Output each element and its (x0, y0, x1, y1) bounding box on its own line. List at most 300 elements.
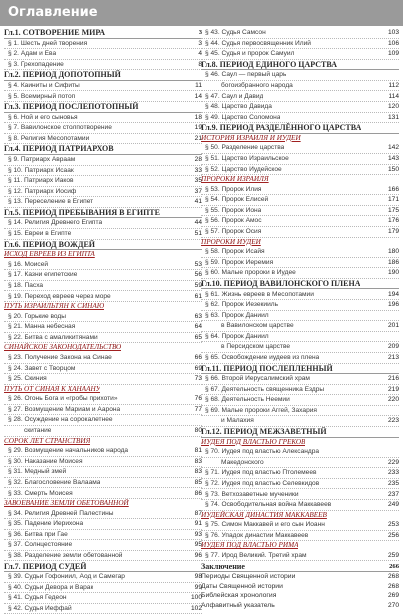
toc-page-number: 69 (194, 364, 202, 372)
toc-entry-title: § 45. Судья и пророк Самуил (205, 50, 295, 58)
toc-entry (4, 604, 202, 614)
toc-entry-title: § 27. Возмущение Мариам и Аарона (8, 405, 121, 413)
toc-entry-title: СИНАЙСКОЕ ЗАКОНОДАТЕЛЬСТВО (4, 343, 122, 352)
toc-page-number: 143 (387, 155, 399, 163)
toc-section-heading (201, 511, 399, 521)
toc-entry-title: § 14. Религия Древнего Египта (8, 219, 103, 227)
toc-entry (201, 551, 399, 562)
toc-entry-title: § 12. Патриарх Иосиф (8, 187, 77, 195)
toc-entry-title: § 2. Адам и Ева (8, 50, 57, 58)
toc-page-number: 11 (195, 81, 202, 89)
toc-entry (4, 593, 202, 604)
toc-page-number: 65 (194, 333, 202, 341)
toc-chapter-heading (4, 28, 202, 39)
toc-entry (4, 551, 202, 562)
toc-entry-title: Гл.12. ПЕРИОД МЕЖЗАВЕТНЫЙ (201, 427, 327, 437)
toc-entry (201, 489, 399, 500)
toc-entry (4, 488, 202, 499)
toc-entry-title: Гл.8. ПЕРИОД ЕДИНОГО ЦАРСТВА (201, 59, 337, 69)
toc-left-column (4, 28, 202, 614)
toc-entry-title: § 29. Возмущение начальников народа (8, 447, 129, 455)
toc-page-number: 142 (387, 144, 399, 152)
toc-entry (201, 102, 399, 113)
toc-page-number: 3 (198, 39, 202, 47)
toc-page-number: 66 (194, 354, 202, 361)
toc-page-number: 53 (194, 260, 202, 268)
toc-page-number: 237 (387, 490, 399, 498)
toc-entry (4, 166, 202, 177)
toc-entry (4, 312, 202, 323)
toc-entry-title: § 32. Благословение Валаама (8, 478, 101, 486)
toc-appendix-entry (201, 591, 399, 601)
toc-entry-title: § 47. Саул и Давид (205, 92, 264, 100)
toc-entry-title: § 46. Саул — первый царь (205, 71, 287, 79)
toc-entry (201, 206, 399, 217)
toc-entry-title: § 7. Вавилонское столпотворение (8, 124, 112, 132)
toc-entry-title: Македонского (221, 458, 264, 466)
toc-entry-title: § 67. Деятельность священника Ездры (205, 385, 325, 393)
toc-page-number: 83 (194, 468, 202, 476)
toc-entry-title: § 24. Завет с Творцом (8, 364, 76, 372)
toc-entry-title: ИУДЕЙСКАЯ ДИНАСТИЯ МАККАВЕЕВ (201, 510, 327, 519)
toc-entry-title: и Малахия (221, 417, 254, 425)
toc-entry (4, 270, 202, 281)
toc-entry-title: § 76. Упадок династии Маккавеев (205, 531, 309, 539)
toc-entry (4, 364, 202, 375)
toc-entry (201, 258, 399, 269)
toc-entry-title: § 41. Судья Гедеон (8, 594, 67, 602)
toc-entry-title: § 36. Битва при Гае (8, 530, 68, 538)
toc-entry (201, 311, 399, 322)
toc-page-number: 106 (387, 39, 399, 47)
toc-entry-title: § 18. Пасха (8, 281, 44, 289)
toc-entry-title: Гл.3. ПЕРИОД ПОСЛЕПОТОПНЫЙ (4, 102, 139, 112)
toc-entry (201, 289, 399, 300)
toc-entry (4, 509, 202, 520)
toc-section-heading (201, 175, 399, 185)
toc-page-number: 99 (194, 583, 202, 591)
toc-page-number: 35 (194, 177, 202, 185)
toc-page-number: 249 (387, 501, 399, 509)
toc-page-number: 98 (194, 573, 202, 581)
toc-entry-title: § 68. Деятельность Неемии (205, 396, 290, 404)
toc-page-number: 266 (389, 562, 399, 570)
toc-entry (201, 479, 399, 490)
toc-entry (201, 216, 399, 227)
toc-page-number: 19 (194, 124, 202, 132)
toc-entry-title: скитание (24, 427, 52, 435)
toc-entry-title: Заключение (201, 561, 245, 571)
toc-entry (4, 467, 202, 478)
toc-section-heading (201, 238, 399, 248)
toc-entry (201, 185, 399, 196)
toc-entry (4, 123, 202, 134)
toc-page-number: 77 (194, 405, 202, 413)
toc-entry-title: § 19. Переход евреев через море (8, 292, 111, 300)
toc-page-number: 37 (194, 187, 202, 195)
toc-entry-title: § 6. Ной и его сыновья (8, 113, 78, 121)
toc-entry-title: Гл.10. ПЕРИОД ВАВИЛОНСКОГО ПЛЕНА (201, 278, 361, 288)
toc-entry-title: Гл.11. ПЕРИОД ПОСЛЕПЛЕННЫЙ (201, 363, 333, 373)
toc-entry-title: ИСТОРИЯ ИЗРАИЛЯ И ИУДЕИ (201, 133, 301, 142)
toc-appendix-entry (201, 572, 399, 582)
toc-entry (4, 229, 202, 240)
toc-entry (201, 70, 399, 81)
toc-entry (4, 187, 202, 198)
toc-entry (4, 540, 202, 551)
toc-page-number: 150 (387, 165, 399, 173)
toc-entry (4, 519, 202, 530)
toc-page-number: 120 (387, 103, 399, 111)
toc-entry-title: Гл.7. ПЕРИОД СУДЕЙ (4, 561, 87, 571)
toc-page-number: 235 (387, 479, 399, 487)
toc-page-number: 268 (387, 573, 399, 581)
toc-entry (201, 447, 399, 458)
toc-entry (201, 300, 399, 311)
toc-page-number: 41 (194, 198, 202, 206)
toc-page-number: 112 (388, 81, 399, 89)
toc-entry-title: § 66. Второй Иерусалимский храм (205, 375, 310, 383)
toc-page-number: 259 (387, 551, 399, 559)
toc-page-number: 33 (194, 166, 202, 174)
toc-page-number: 253 (387, 521, 399, 529)
toc-entry (4, 457, 202, 468)
toc-page-number: 186 (387, 258, 399, 266)
toc-page-number: 21 (194, 134, 202, 142)
toc-chapter-heading (4, 102, 202, 113)
toc-page-number: 8 (198, 60, 202, 68)
toc-page-number: 175 (387, 206, 399, 214)
toc-entry-title: ПУТЬ ИЗРАИЛЬТЯН К СИНАЮ (4, 302, 105, 311)
toc-entry (4, 353, 202, 364)
toc-page-number: 269 (387, 592, 399, 600)
toc-entry-title: § 48. Царство Давида (205, 103, 272, 111)
toc-page-number: 171 (387, 196, 399, 204)
toc-section-heading (4, 499, 202, 509)
toc-page-number: 196 (387, 301, 399, 309)
toc-entry (4, 91, 202, 102)
toc-page-number: 131 (387, 113, 399, 121)
toc-entry-title: § 31. Медный змей (8, 468, 67, 476)
toc-entry (4, 415, 202, 426)
toc-entry (201, 468, 399, 479)
toc-entry (201, 374, 399, 385)
toc-entry (4, 322, 202, 333)
toc-entry-title: § 25. Скиния (8, 375, 47, 383)
toc-entry (201, 227, 399, 238)
toc-entry-title: § 55. Пророк Иона (205, 206, 262, 214)
toc-entry (201, 39, 399, 50)
toc-entry-title: § 59. Пророк Иеремия (205, 258, 274, 266)
toc-entry-title: § 22. Битва с амаликитянами (8, 333, 98, 341)
toc-page-number: 76 (194, 395, 202, 403)
toc-entry (201, 28, 399, 39)
toc-entry (201, 247, 399, 258)
toc-entry (4, 281, 202, 292)
toc-entry-title: § 62. Пророк Иезекииль (205, 301, 279, 309)
toc-page-number: 63 (194, 312, 202, 320)
toc-entry-title: § 17. Казни египетские (8, 271, 78, 279)
toc-entry (201, 531, 399, 542)
toc-entry (201, 500, 399, 511)
toc-entry (4, 291, 202, 302)
toc-entry-title: Гл.1. СОТВОРЕНИЕ МИРА (4, 28, 105, 38)
toc-entry-title: СОРОК ЛЕТ СТРАНСТВИЯ (4, 436, 91, 445)
toc-entry-title: § 8. Религия Месопотамии (8, 134, 90, 142)
toc-chapter-heading (201, 279, 399, 290)
toc-page-number: 166 (387, 185, 399, 193)
toc-chapter-heading (4, 208, 202, 219)
toc-page-number: 86 (194, 489, 202, 497)
toc-page-number: 80 (194, 427, 202, 435)
toc-page-number: 268 (387, 582, 399, 590)
toc-entry (4, 572, 202, 583)
toc-entry-title: § 64. Пророк Даниил (205, 332, 269, 340)
toc-page-number: 213 (387, 354, 399, 361)
toc-entry-title: § 34. Религия Древней Палестины (8, 509, 114, 517)
toc-entry (4, 113, 202, 124)
toc-entry-title: § 9. Патриарх Авраам (8, 156, 76, 164)
toc-entry-title: § 49. Царство Соломона (205, 113, 281, 121)
toc-section-heading (201, 134, 399, 144)
toc-entry (201, 332, 399, 343)
toc-entry (201, 268, 399, 279)
toc-entry-title: Гл.2. ПЕРИОД ДОПОТОПНЫЙ (4, 70, 121, 80)
toc-page-number: 216 (387, 375, 399, 383)
toc-entry (201, 395, 399, 406)
toc-page-number: 223 (387, 417, 399, 425)
toc-entry-title: в Персидском царстве (221, 343, 291, 351)
toc-entry (4, 81, 202, 92)
toc-page-number: 179 (387, 228, 399, 236)
toc-entry-title: § 35. Падение Иерихона (8, 520, 84, 528)
toc-chapter-heading (201, 561, 399, 572)
toc-entry (4, 446, 202, 457)
toc-page-number: 3 (198, 29, 202, 37)
toc-page-number: 51 (194, 230, 202, 238)
toc-entry (201, 342, 399, 353)
toc-page-number: 61 (194, 292, 202, 300)
toc-entry-title: § 73. Ветхозаветные мученики (205, 490, 299, 498)
toc-page-number: 209 (387, 343, 399, 351)
toc-chapter-heading (201, 60, 399, 71)
toc-entry-title: § 52. Царство Иудейское (205, 165, 282, 173)
toc-page-number: 83 (194, 457, 202, 465)
toc-entry-title: § 10. Патриарх Исаак (8, 166, 74, 174)
toc-section-heading (4, 343, 202, 353)
toc-entry-title: § 16. Моисей (8, 260, 49, 268)
toc-page-number: 233 (387, 469, 399, 477)
toc-page-number: 229 (387, 458, 399, 466)
toc-entry-title: § 1. Шесть дней творения (8, 39, 88, 47)
toc-page-number: 64 (194, 323, 202, 331)
toc-entry (4, 405, 202, 416)
toc-entry (4, 39, 202, 50)
toc-entry-title: ИУДЕЯ ПОД ВЛАСТЬЮ РИМА (201, 541, 299, 550)
toc-entry-title: § 58. Пророк Исайя (205, 248, 265, 256)
toc-entry-title: § 72. Иудея под властью Селевкидов (205, 479, 320, 487)
toc-entry-title: § 4. Каиниты и Сифиты (8, 81, 80, 89)
toc-chapter-heading (4, 240, 202, 251)
toc-entry (4, 260, 202, 271)
toc-entry (201, 91, 399, 102)
toc-entry-title: § 13. Переселение в Египет (8, 198, 94, 206)
toc-entry-title: § 21. Манна небесная (8, 323, 76, 331)
toc-entry-title: § 30. Наказание Моисея (8, 457, 83, 465)
toc-entry (4, 394, 202, 405)
toc-entry (4, 60, 202, 71)
toc-page-number: 109 (387, 50, 399, 58)
toc-entry-title: § 26. Огонь Бога и «гробы прихоти» (8, 395, 118, 403)
toc-entry-title: § 3. Грехопадение (8, 60, 64, 68)
toc-entry-title: § 56. Пророк Амос (205, 217, 262, 225)
toc-entry-title: Гл.5. ПЕРИОД ПРЕБЫВАНИЯ В ЕГИПТЕ (4, 207, 160, 217)
toc-entry-title: ЗАВОЕВАНИЕ ЗЕМЛИ ОБЕТОВАННОЙ (4, 499, 129, 508)
toc-appendix-entry (201, 582, 399, 592)
toc-entry-title: § 54. Пророк Елисей (205, 196, 269, 204)
toc-entry-title: § 23. Получение Закона на Синае (8, 354, 112, 361)
toc-page-number: 4 (198, 50, 202, 58)
toc-page-number: 18 (194, 113, 202, 121)
toc-entry-title: § 51. Царство Израильское (205, 155, 289, 163)
toc-entry (201, 520, 399, 531)
toc-entry-title: § 5. Всемирный потоп (8, 92, 76, 100)
toc-page-number: 100 (190, 594, 202, 602)
toc-page-number: 56 (194, 271, 202, 279)
toc-entry (4, 426, 202, 437)
toc-entry-title: Даты Священной истории (201, 582, 283, 590)
toc-entry (201, 406, 399, 417)
toc-entry-title: Алфавитный указатель (201, 601, 275, 609)
toc-entry-title: § 28. Осуждение на сорокалетнее (8, 416, 113, 424)
toc-entry-title: § 53. Пророк Илия (205, 185, 262, 193)
toc-entry (201, 81, 399, 92)
toc-page-number: 93 (194, 530, 202, 538)
toc-entry-title: § 69. Малые пророки Аггей, Захария (205, 406, 317, 414)
toc-entry-title: ПУТЬ ОТ СИНАЯ К ХАНААНУ (4, 384, 101, 393)
toc-entry-title: § 44. Судья первосвященник Илий (205, 39, 311, 47)
toc-page-number: 85 (194, 478, 202, 486)
toc-entry (4, 530, 202, 541)
toc-page-number: 91 (194, 520, 202, 528)
toc-entry-title: в Вавилонском царстве (221, 322, 294, 330)
toc-entry (4, 197, 202, 208)
toc-entry-title: § 43. Судья Самсон (205, 29, 266, 37)
toc-page-number: 114 (388, 92, 399, 100)
toc-section-heading (4, 385, 202, 395)
toc-entry-title: § 75. Симон Маккавей и его сын Иоанн (205, 521, 325, 529)
toc-entry-title: § 20. Горькие воды (8, 312, 67, 320)
toc-entry-title: ПРОРОКИ ИЗРАИЛЯ (201, 175, 269, 184)
toc-page-number: 59 (194, 281, 202, 289)
toc-entry-title: § 74. Освободительная война Маккавеев (205, 501, 332, 509)
toc-entry-title: § 50. Разделение царства (205, 144, 285, 152)
toc-page-number: 102 (190, 604, 202, 612)
toc-page-number: 201 (387, 322, 399, 330)
toc-page-number: 28 (194, 156, 202, 164)
toc-entry (201, 154, 399, 165)
toc-entry (201, 353, 399, 364)
toc-page-number: 103 (387, 29, 399, 37)
toc-entry-title: § 42. Судья Иеффай (8, 604, 72, 612)
toc-entry-title: § 65. Освобождение иудеев из плена (205, 354, 320, 361)
toc-chapter-heading (201, 123, 399, 134)
toc-entry (4, 583, 202, 594)
toc-page-number: 176 (387, 217, 399, 225)
toc-chapter-heading (4, 70, 202, 81)
toc-entry-title: § 57. Пророк Осия (205, 228, 262, 236)
toc-section-heading (4, 437, 202, 447)
toc-entry-title: § 11. Патриарх Иаков (8, 177, 74, 185)
toc-entry (201, 416, 399, 427)
toc-entry-title: Библейская хронология (201, 592, 277, 600)
toc-entry-title: Гл.9. ПЕРИОД РАЗДЕЛЁННОГО ЦАРСТВА (201, 123, 362, 133)
toc-entry (4, 333, 202, 344)
toc-entry (4, 49, 202, 60)
toc-chapter-heading (201, 364, 399, 375)
toc-entry (201, 165, 399, 176)
toc-entry-title: § 40. Судьи Девора и Варак (8, 583, 94, 591)
toc-appendix-entry (201, 601, 399, 611)
toc-page-number: 87 (194, 509, 202, 517)
toc-page-number: 256 (387, 531, 399, 539)
toc-entry-title: § 63. Пророк Даниил (205, 311, 269, 319)
toc-page-number: 44 (194, 219, 202, 227)
toc-chapter-heading (201, 427, 399, 438)
toc-entry (201, 49, 399, 60)
toc-entry (201, 143, 399, 154)
toc-entry (4, 176, 202, 187)
toc-entry-title: § 71. Иудея под властью Птолемеев (205, 469, 317, 477)
toc-entry (201, 385, 399, 396)
toc-entry (4, 374, 202, 385)
toc-entry (4, 218, 202, 229)
toc-entry-title: § 37. Солнцестояние (8, 541, 73, 549)
toc-page-number: 220 (387, 396, 399, 404)
toc-entry-title: § 38. Разделение земли обетованной (8, 551, 123, 559)
toc-entry-title: ПРОРОКИ ИУДЕИ (201, 237, 261, 246)
toc-entry (4, 134, 202, 145)
toc-section-heading (4, 250, 202, 260)
toc-entry-title: § 77. Ирод Великий. Третий храм (205, 551, 307, 559)
toc-page-number: 180 (387, 248, 399, 256)
toc-entry-title: Периоды Священной истории (201, 573, 296, 581)
toc-page-number: 219 (387, 385, 399, 393)
toc-entry-title: Гл.4. ПЕРИОД ПАТРИАРХОВ (4, 144, 114, 154)
toc-section-heading (4, 302, 202, 312)
toc-entry (201, 321, 399, 332)
toc-entry (201, 458, 399, 469)
toc-page-number: 96 (194, 551, 202, 559)
toc-page-number: 95 (194, 541, 202, 549)
toc-page-number: 73 (194, 375, 202, 383)
toc-page-number: 190 (387, 269, 399, 277)
toc-title: Оглавление (0, 0, 403, 26)
toc-entry (201, 113, 399, 124)
toc-entry (4, 155, 202, 166)
toc-entry-title: § 15. Евреи в Египте (8, 230, 72, 238)
toc-entry (201, 195, 399, 206)
toc-entry-title: § 70. Иудея под властью Александра (205, 448, 320, 456)
toc-page-number: 270 (387, 601, 399, 609)
toc-entry-title: § 61. Жизнь евреев в Месопотамии (205, 290, 314, 298)
toc-entry-title: ИСХОД ЕВРЕЕВ ИЗ ЕГИПТА (4, 250, 95, 259)
toc-entry-title: § 60. Малые пророки в Иудее (205, 269, 296, 277)
toc-entry (4, 478, 202, 489)
toc-entry-title: богоизбранного народа (221, 81, 293, 89)
toc-page-number: 194 (387, 290, 399, 298)
toc-entry-title: Гл.6. ПЕРИОД ВОЖДЕЙ (4, 239, 96, 249)
